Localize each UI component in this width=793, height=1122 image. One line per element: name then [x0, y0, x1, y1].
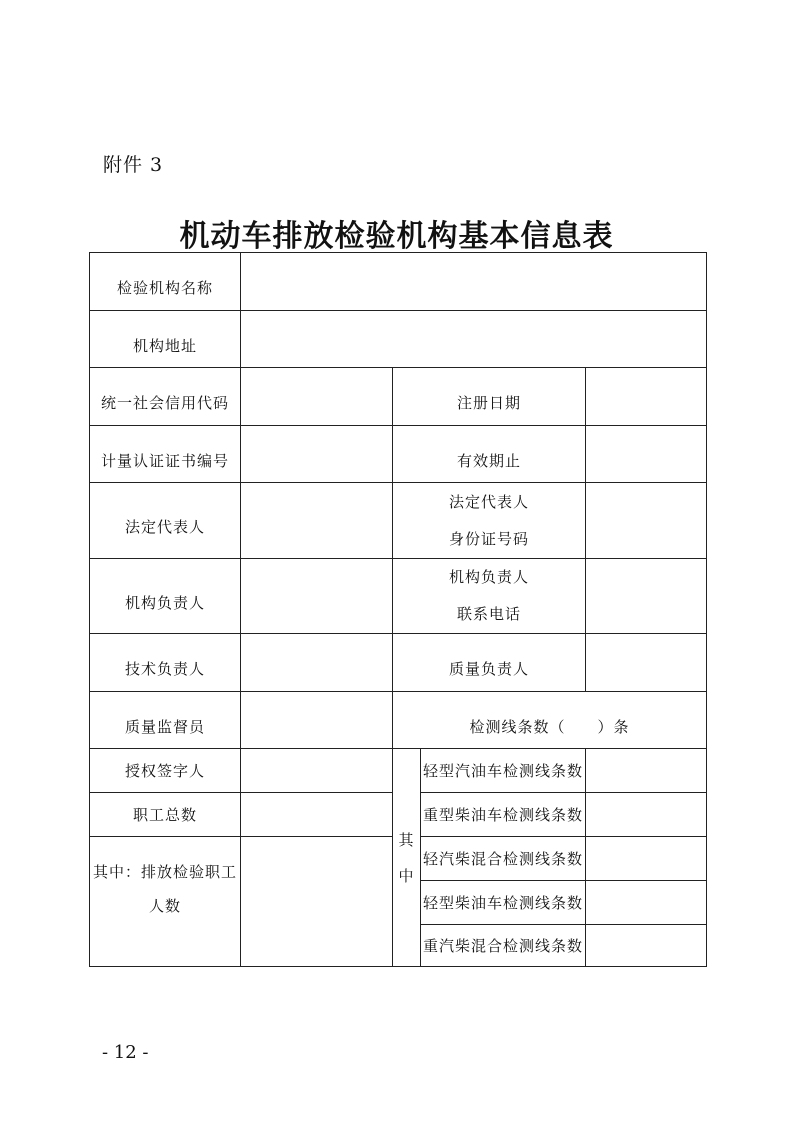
field-org-address[interactable]: [241, 311, 707, 368]
field-total-staff[interactable]: [241, 793, 393, 837]
label-quality-supervisor: 质量监督员: [90, 692, 241, 749]
label-org-address: 机构地址: [90, 311, 241, 368]
label-line-type: 轻型汽油车检测线条数: [421, 749, 586, 793]
field-legal-rep[interactable]: [241, 483, 393, 559]
page-title: 机动车排放检验机构基本信息表: [179, 219, 614, 254]
label-signatory: 授权签字人: [90, 749, 241, 793]
field-legal-rep-id[interactable]: [586, 483, 707, 559]
label-line-type: 轻型柴油车检测线条数: [421, 881, 586, 925]
label-quality-head: 质量负责人: [393, 634, 586, 692]
field-line-type[interactable]: [586, 749, 707, 793]
label-org-head-phone-line2: 联系电话: [456, 605, 521, 623]
label-org-name: 检验机构名称: [90, 253, 241, 311]
label-legal-rep: 法定代表人: [90, 483, 241, 559]
field-line-type[interactable]: [586, 837, 707, 881]
label-reg-date: 注册日期: [393, 368, 586, 426]
label-legal-rep-id-line1: 法定代表人: [448, 492, 529, 511]
field-cert-no[interactable]: [241, 426, 393, 483]
field-valid-until[interactable]: [586, 426, 707, 483]
field-credit-code[interactable]: [241, 368, 393, 426]
label-line-type: 重型柴油车检测线条数: [421, 793, 586, 837]
field-reg-date[interactable]: [586, 368, 707, 426]
label-org-head-phone: [393, 559, 586, 634]
field-line-type[interactable]: [586, 881, 707, 925]
label-valid-until: 有效期止: [393, 426, 586, 483]
label-qizhong-char2: 中: [398, 866, 415, 885]
attachment-label: 附件 3: [103, 154, 164, 176]
label-legal-rep-id: [393, 483, 586, 559]
field-org-head-phone[interactable]: [586, 559, 707, 634]
field-signatory[interactable]: [241, 749, 393, 793]
field-quality-head[interactable]: [586, 634, 707, 692]
field-emission-staff[interactable]: [241, 837, 393, 967]
label-line-type: 轻汽柴混合检测线条数: [421, 837, 586, 881]
label-total-staff: 职工总数: [90, 793, 241, 837]
label-qizhong-char1: 其: [398, 830, 415, 849]
info-form-table: [89, 252, 707, 967]
label-qizhong: [393, 749, 421, 967]
page-number: - 12 -: [102, 1042, 149, 1063]
label-line-count: 检测线条数（ ）条: [393, 692, 707, 749]
field-line-type[interactable]: [586, 925, 707, 967]
field-quality-supervisor[interactable]: [241, 692, 393, 749]
label-org-head-phone-line1: 机构负责人: [448, 568, 529, 586]
field-org-head[interactable]: [241, 559, 393, 634]
field-line-type[interactable]: [586, 793, 707, 837]
label-cert-no: 计量认证证书编号: [90, 426, 241, 483]
label-line-type: 重汽柴混合检测线条数: [421, 925, 586, 967]
label-credit-code: 统一社会信用代码: [90, 368, 241, 426]
label-emission-staff: [90, 837, 241, 967]
label-legal-rep-id-line2: 身份证号码: [448, 529, 529, 548]
label-emission-staff-line1: 其中：排放检验职工: [92, 863, 237, 881]
label-org-head: 机构负责人: [90, 559, 241, 634]
label-tech-head: 技术负责人: [90, 634, 241, 692]
field-tech-head[interactable]: [241, 634, 393, 692]
field-org-name[interactable]: [241, 253, 707, 311]
label-emission-staff-line2: 人数: [148, 897, 181, 915]
